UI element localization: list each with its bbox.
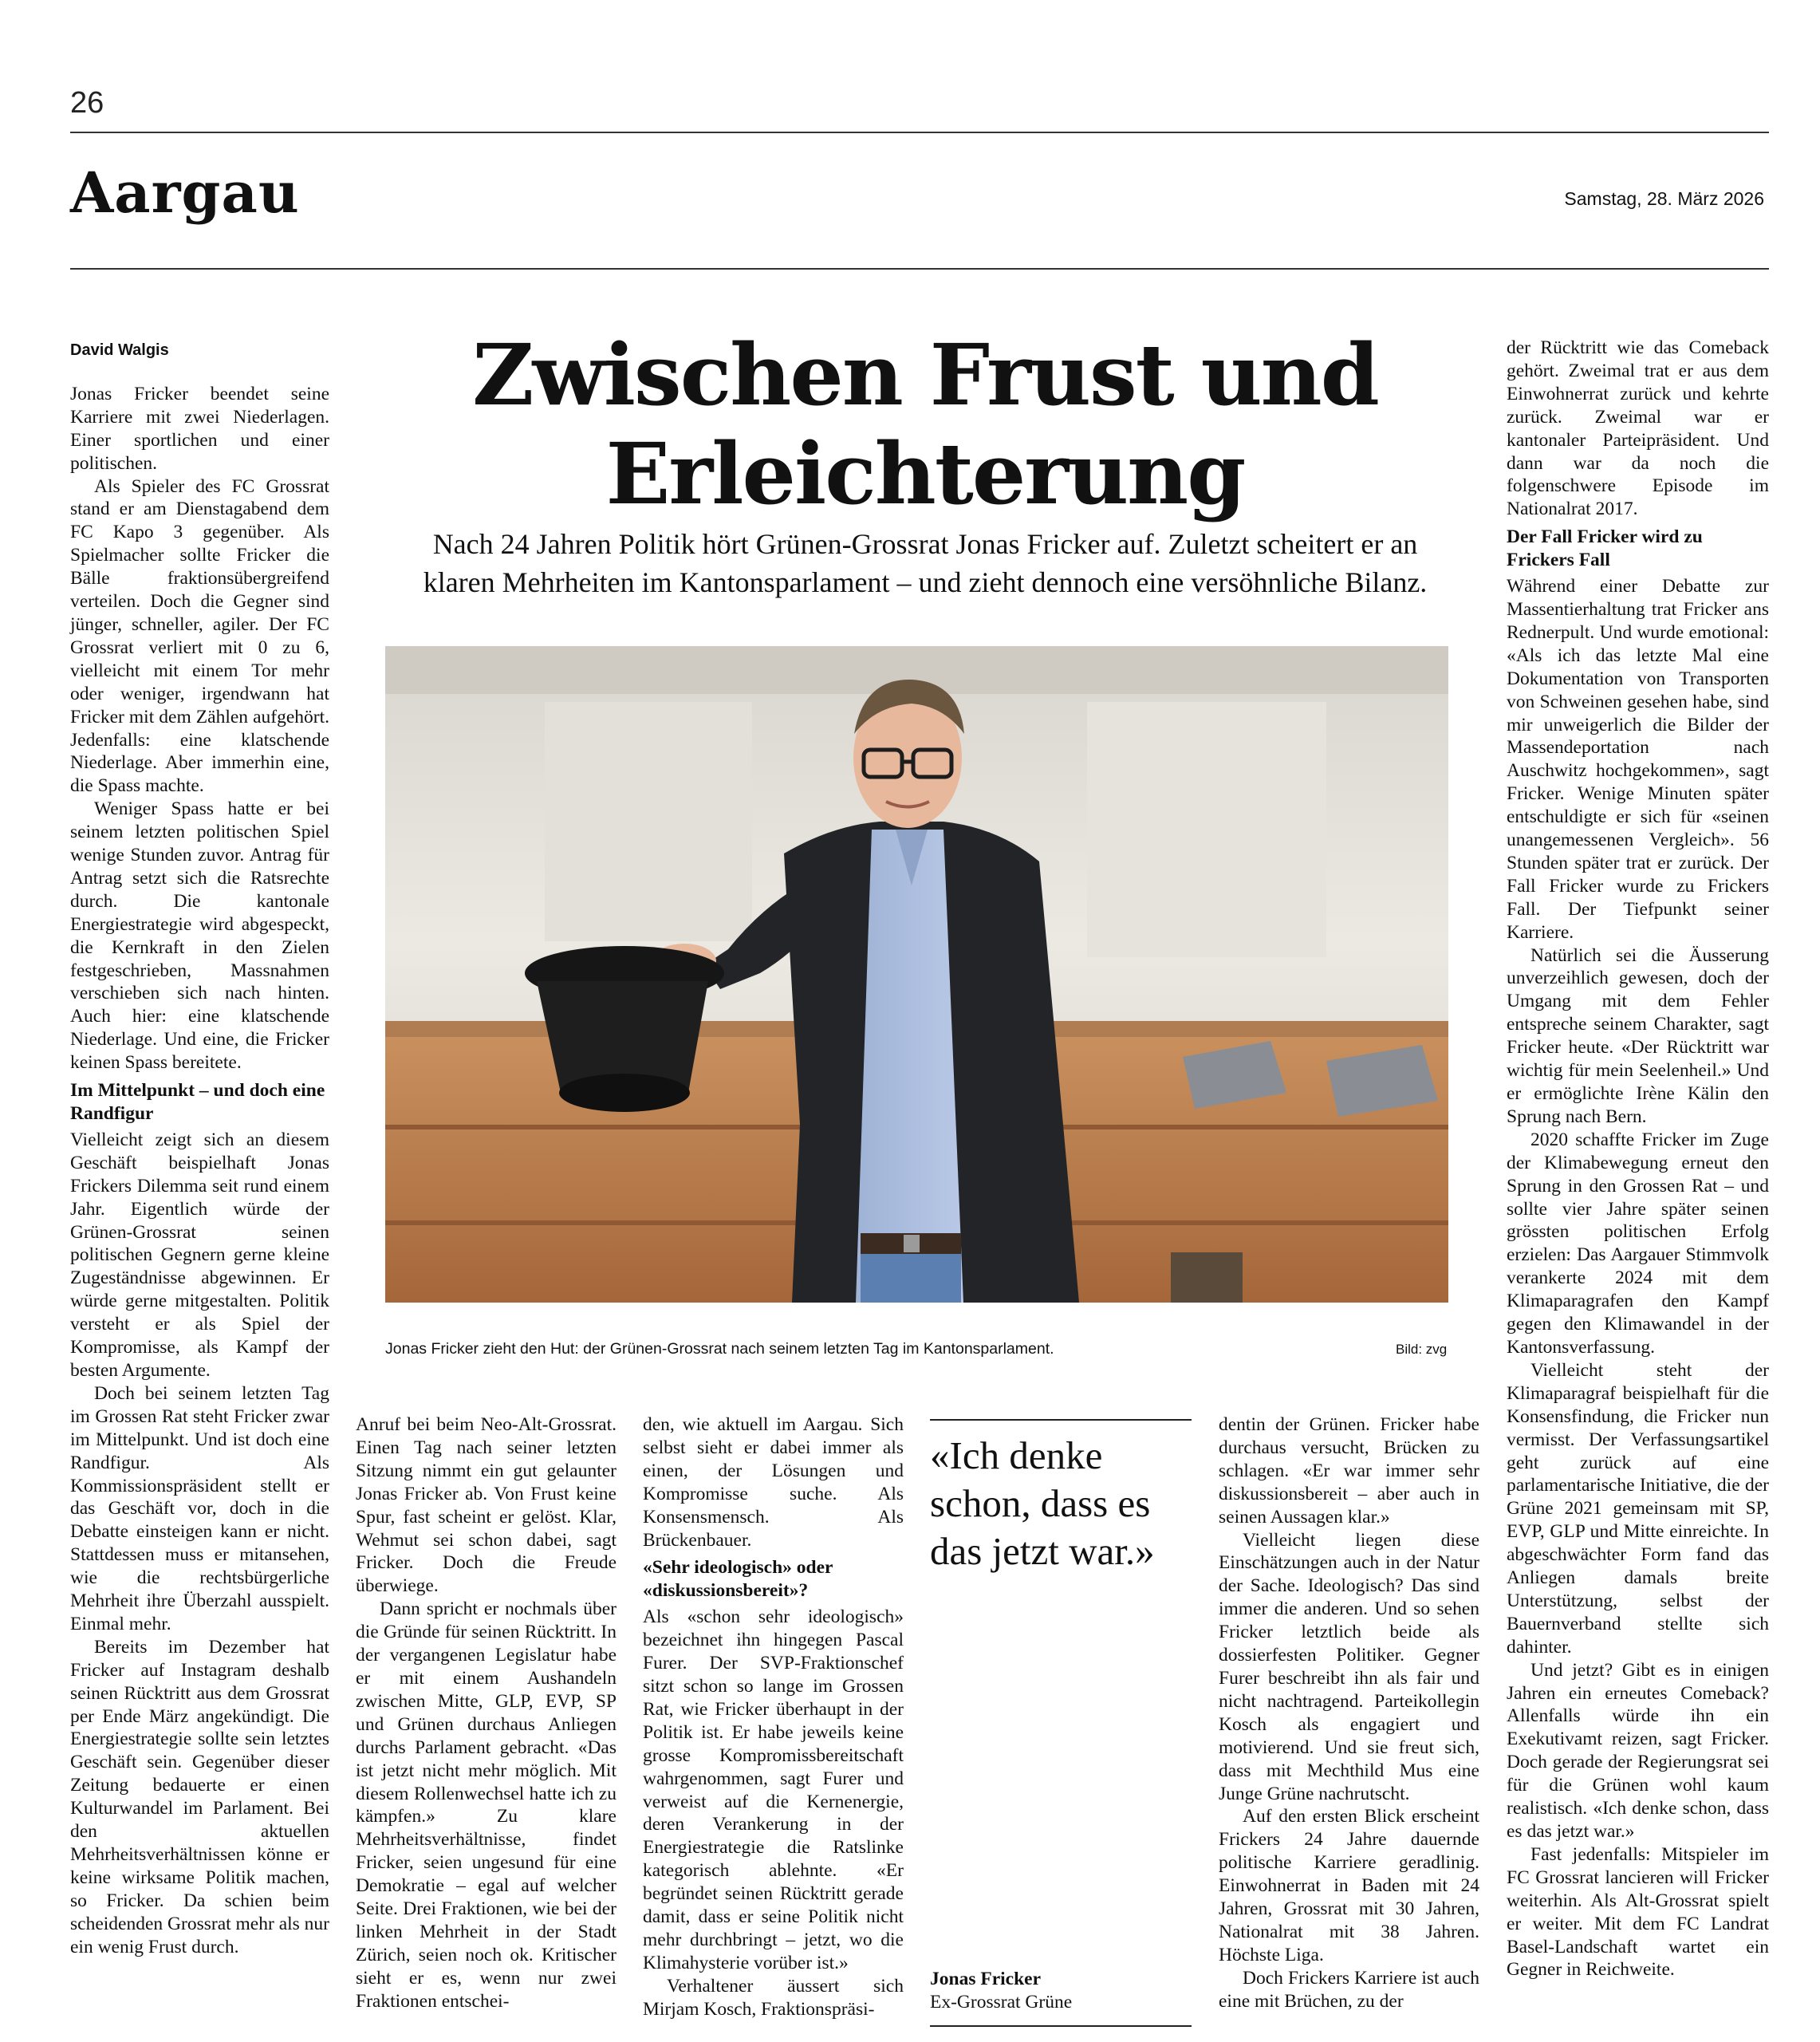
- quote-attribution-name: Jonas Fricker: [930, 1969, 1042, 1989]
- paragraph: Als Spieler des FC Grossrat stand er am Dienstagabend dem FC Kapo 3 gegenüber. Als Spielmacher sollte Fricker die Bälle fraktionsübergreifend verteilen. Doch die Gegner sind jünger, schneller, agiler. Der FC Grossrat verliert mit 0 zu 6, vielleicht mit einem Tor mehr oder weniger, irgendwann hat Fricker mit dem Zählen aufgehört. Jedenfalls: eine klatschende Niederlage. Aber immerhin eine, die Spass machte.: [70, 475, 329, 797]
- header-rule-bottom: [70, 268, 1769, 270]
- column-3: [643, 1413, 904, 2021]
- paragraph: Und jetzt? Gibt es in einigen Jahren ein erneutes Comeback? Allenfalls würde ihn ein Exekutivamt reizen, sagt Fricker. Doch gerade der Regierungsrat sei für die Grünen wohl kaum realistisch. «Ich denke schon, dass es das jetzt war.»: [1507, 1659, 1769, 1842]
- paragraph: 2020 schaffte Fricker im Zuge der Klimabewegung erneut den Sprung in den Grossen Rat – und sollte vier Jahre später seinen grössten politischen Erfolg erzielen: Das Aargauer Stimmvolk verankerte 2024 mit dem Klimaparagrafen den Kampf gegen den Klimawandel in der Kantonsverfassung.: [1507, 1129, 1769, 1358]
- quote-attribution-role: Ex-Grossrat Grüne: [930, 1992, 1073, 2012]
- photo-illustration: [385, 646, 1448, 1303]
- paragraph: dentin der Grünen. Fricker habe durchaus versucht, Brücken zu schlagen. «Er war immer sehr diskussionsbereit – aber auch in seinen Aussagen klar.»: [1219, 1414, 1479, 1528]
- article-headline: [335, 325, 1515, 523]
- paragraph: Vielleicht zeigt sich an diesem Geschäft beispielhaft Jonas Frickers Dilemma seit rund einem Jahr. Eigentlich würde der Grünen-Grossrat seinen politischen Gegnern gerne kleine Zugeständnisse abgewinnen. Er würde gerne mitgestalten. Politik versteht er als Spiel der Kompromisse, als Kampf der besten Argumente.: [70, 1129, 329, 1381]
- issue-date: Samstag, 28. März 2026: [1564, 188, 1764, 209]
- paragraph: Jonas Fricker beendet seine Karriere mit zwei Niederlagen. Einer sportlichen und einer politischen.: [70, 383, 329, 474]
- paragraph: Doch Frickers Karriere ist auch eine mit Brüchen, zu der: [1219, 1967, 1479, 2012]
- paragraph: der Rücktritt wie das Comeback gehört. Zweimal trat er aus dem Einwohnerrat zurück und kehrte zurück. Zweimal war er kantonaler Parteipräsident. Und dann war da noch die folgenschwere Episode im Nationalrat 2017.: [1507, 337, 1769, 520]
- subheading: «Sehr ideologisch» oder «diskussionsbereit»?: [643, 1557, 833, 1602]
- article-lead: [375, 525, 1475, 601]
- quote-text: «Ich denke schon, dass es das jetzt war.»: [930, 1433, 1155, 1573]
- headline-line-2: Erleichterung: [605, 424, 1245, 523]
- column-6: [1507, 337, 1769, 1981]
- paragraph: Bereits im Dezember hat Fricker auf Instagram deshalb seinen Rücktritt aus dem Grossrat per Ende März angekündigt. Die Energiestrategie sollte sein letztes Geschäft sein. Gegenüber dieser Zeitung bedauerte er einen Kulturwandel im Parlament. Bei den aktuellen Mehrheitsverhältnissen könne er keine wirksame Politik machen, so Fricker. Da schien beim scheidenden Grossrat mehr als nur ein wenig Frust durch.: [70, 1636, 329, 1957]
- quote-rule-top: [930, 1419, 1192, 1421]
- paragraph: den, wie aktuell im Aargau. Sich selbst sieht er dabei immer als einen, der Lösungen und Kompromisse suche. Als Konsensmensch. Als Brückenbauer.: [643, 1414, 904, 1551]
- photo-caption: Jonas Fricker zieht den Hut: der Grünen-Grossrat nach seinem letzten Tag im Kantonsparlament.: [385, 1340, 1054, 1358]
- page-number: 26: [70, 86, 104, 120]
- lead-line-1: Nach 24 Jahren Politik hört Grünen-Grossrat Jonas Fricker auf. Zuletzt scheitert er an: [432, 528, 1418, 560]
- section-title: Aargau: [70, 160, 300, 226]
- headline-line-1: Zwischen Frust und: [472, 325, 1378, 424]
- column-1: [70, 339, 329, 1959]
- quote-rule-bottom: [930, 2025, 1192, 2027]
- subheading: Im Mittelpunkt – und doch eine Randfigur: [70, 1080, 325, 1124]
- article-photo: [385, 646, 1448, 1303]
- paragraph: Doch bei seinem letzten Tag im Grossen Rat steht Fricker zwar im Mittelpunkt. Und ist doch eine Randfigur. Als Kommissionspräsident stellt er das Geschäft vor, doch in die Debatte einsteigen kann er nicht. Stattdessen muss er mitansehen, wie die rechtsbürgerliche Mehrheit ihre Überzahl ausspielt. Einmal mehr.: [70, 1382, 329, 1634]
- paragraph: Als «schon sehr ideologisch» bezeichnet ihn hingegen Pascal Furer. Der SVP-Fraktionschef sitzt schon so lange im Grossen Rat, wie Fricker überhaupt in der Politik ist. Er habe jeweils keine grosse Kompromissbereitschaft wahrgenommen, sagt Furer und verweist auf die Kernenergie, deren Verankerung in der Energiestrategie die Ratslinke kategorisch ablehnte. «Er begründet seinen Rücktritt gerade damit, dass er seine Politik nicht mehr durchbringt – jetzt, wo die Klimahysterie vorüber ist.»: [643, 1606, 904, 1973]
- paragraph: Weniger Spass hatte er bei seinem letzten politischen Spiel wenige Stunden zuvor. Antrag für Antrag setzt sich die Ratsrechte durch. Die kantonale Energiestrategie wird abgespeckt, die Kernkraft in den Zielen festgeschrieben, Massnahmen verschieben sich nach hinten. Auch hier: eine klatschende Niederlage. Und eine, die Fricker keinen Spass bereitete.: [70, 798, 329, 1074]
- paragraph: Vielleicht liegen diese Einschätzungen auch in der Natur der Sache. Ideologisch? Das sind immer die anderen. Und so sehen Fricker letztlich beide als dossierfesten Politiker. Gegner Furer beschreibt ihn als fair und nicht nachtragend. Parteikollegin Kosch als engagiert und motivierend. Und sie freut sich, dass mit Mechthild Mus eine Junge Grüne nachrutscht.: [1219, 1529, 1479, 1804]
- lead-line-2: klaren Mehrheiten im Kantonsparlament – und zieht dennoch eine versöhnliche Bilanz.: [423, 566, 1428, 598]
- header-rule-top: [70, 132, 1769, 133]
- subheading: Der Fall Fricker wird zu Frickers Fall: [1507, 526, 1703, 571]
- author-byline: David Walgis: [70, 341, 169, 359]
- paragraph: Natürlich sei die Äusserung unverzeihlich gewesen, doch der Umgang mit dem Fehler entspreche seinem Charakter, sagt Fricker heute. «Der Rücktritt war wichtig für mein Seelenheil.» Und er ermöglichte Irène Kälin den Sprung nach Bern.: [1507, 944, 1769, 1127]
- column-2: [356, 1413, 617, 2013]
- paragraph: Fast jedenfalls: Mitspieler im FC Grossrat lancieren will Fricker weiterhin. Als Alt-Grossrat spielt er weiter. Mit dem FC Landrat Basel-Landschaft wartet ein Gegner in Reichweite.: [1507, 1843, 1769, 1981]
- paragraph: Anruf bei beim Neo-Alt-Grossrat. Einen Tag nach seiner letzten Sitzung nimmt ein gut gelaunter Jonas Fricker ab. Von Frust keine Spur, fast scheint er gelöst. Klar, Wehmut sei schon dabei, sagt Fricker. Doch die Freude überwiege.: [356, 1414, 617, 1597]
- paragraph: Verhaltener äussert sich Mirjam Kosch, Fraktionspräsi-: [643, 1975, 904, 2020]
- column-5: [1219, 1413, 1479, 2013]
- paragraph: Vielleicht steht der Klimaparagraf beispielhaft für die Konsensfindung, die Fricker nun vermisst. Der Verfassungsartikel geht zurück auf eine parlamentarische Initiative, die der Grüne 2021 gemeinsam mit SP, EVP, GLP und Mitte einreichte. In abgeschwächter Form fand das Anliegen damals breite Unterstützung, selbst der Bauernverband stellte sich dahinter.: [1507, 1359, 1769, 1658]
- photo-credit: Bild: zvg: [1396, 1342, 1448, 1357]
- paragraph: Dann spricht er nochmals über die Gründe für seinen Rücktritt. In der vergangenen Legislatur habe er mit einem Aushandeln zwischen Mitte, GLP, EVP, SP und Grünen durchaus Anliegen durchs Parlament gebracht. «Das ist jetzt nicht mehr möglich. Mit diesem Rollenwechsel hatte ich zu kämpfen.» Zu klare Mehrheitsverhältnisse, findet Fricker, seien ungesund für eine Demokratie – egal auf welcher Seite. Drei Fraktionen, wie bei der linken Mehrheit in der Stadt Zürich, seien noch ok. Kritischer sieht er es, wenn nur zwei Fraktionen entschei-: [356, 1599, 617, 2012]
- paragraph: Während einer Debatte zur Massentierhaltung trat Fricker ans Rednerpult. Und wurde emotional: «Als ich das letzte Mal eine Dokumentation von Transporten von Schweinen gesehen habe, sind mir unweigerlich die Bilder der Massendeportation nach Auschwitz hochgekommen», sagt Fricker. Wenige Minuten später entschuldigte er sich für «seinen unangemessenen Vergleich». 56 Stunden später trat er zurück. Der Fall Fricker wurde zu Frickers Fall. Der Tiefpunkt seiner Karriere.: [1507, 576, 1769, 943]
- paragraph: Auf den ersten Blick erscheint Frickers 24 Jahre dauernde politische Karriere geradlinig. Einwohnerrat in Baden mit 24 Jahren, Grossrat mit 30 Jahren, Nationalrat mit 38 Jahren. Höchste Liga.: [1219, 1806, 1479, 1965]
